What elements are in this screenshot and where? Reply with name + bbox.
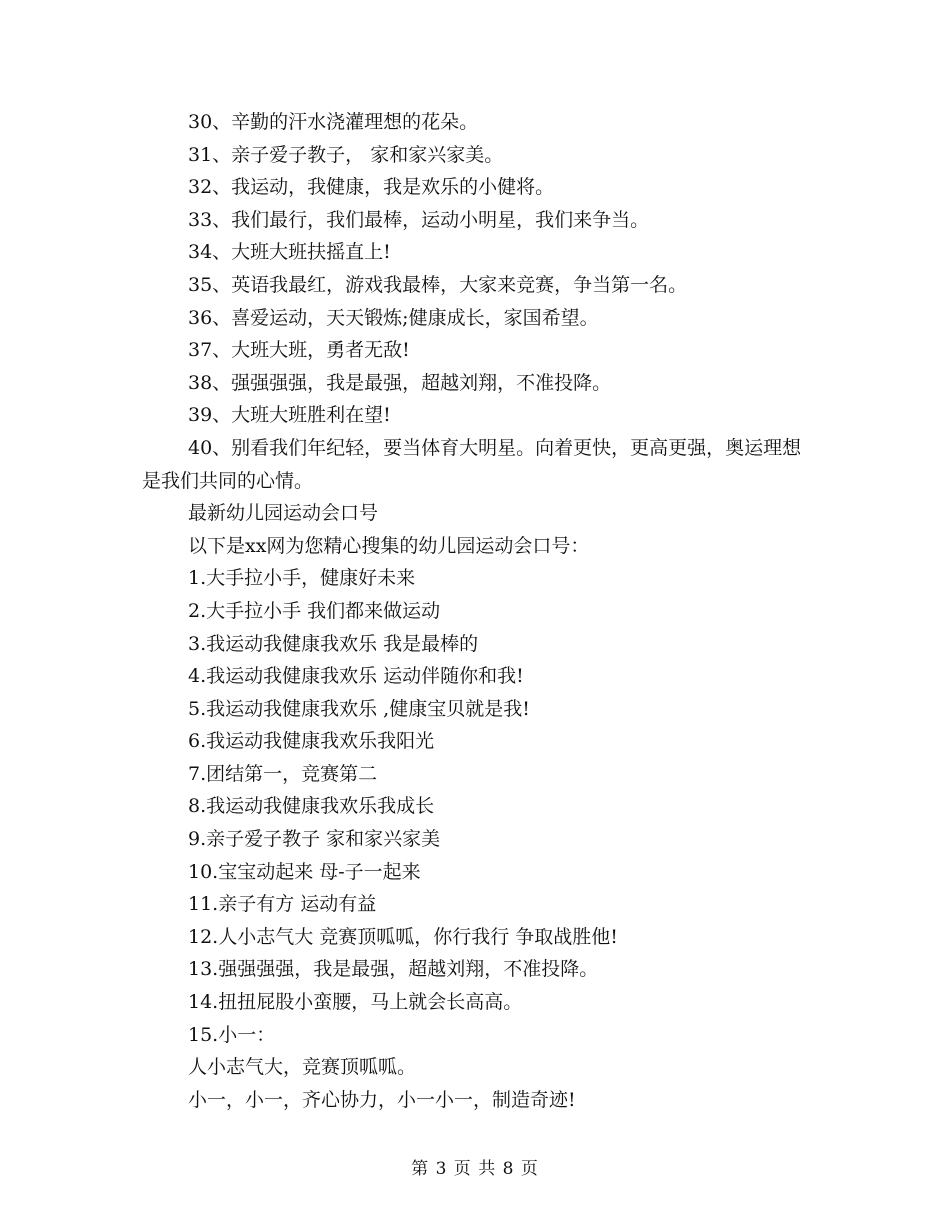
intro-text: 以下是xx网为您精心搜集的幼儿园运动会口号： [188, 534, 590, 557]
list-item: 9.亲子爱子教子 家和家兴家美 [188, 828, 441, 851]
list-item: 5.我运动我健康我欢乐 ,健康宝贝就是我! [188, 697, 530, 720]
text-line-wrapped: 40、别看我们年纪轻，要当体育大明星。向着更快，更高更强，奥运理想是我们共同的心情。 [142, 436, 802, 492]
text-line: 人小志气大，竞赛顶呱呱。 [188, 1056, 417, 1079]
text-line: 33、我们最行，我们最棒，运动小明星，我们来争当。 [188, 208, 650, 231]
list-item: 6.我运动我健康我欢乐我阳光 [188, 730, 435, 753]
list-item: 1.大手拉小手，健康好未来 [188, 567, 416, 590]
list-item: 15.小一： [188, 1023, 276, 1046]
list-item: 3.我运动我健康我欢乐 我是最棒的 [188, 632, 479, 655]
list-item: 2.大手拉小手 我们都来做运动 [188, 599, 441, 622]
list-item: 4.我运动我健康我欢乐 运动伴随你和我! [188, 665, 524, 688]
list-item: 14.扭扭屁股小蛮腰，马上就会长高高。 [188, 991, 523, 1014]
text-line: 35、英语我最红，游戏我最棒，大家来竞赛，争当第一名。 [188, 273, 688, 296]
list-item: 13.强强强强，我是最强，超越刘翔，不准投降。 [188, 958, 599, 981]
list-item: 11.亲子有方 运动有益 [188, 893, 377, 916]
list-item: 10.宝宝动起来 母-子一起来 [188, 860, 421, 883]
section-heading: 最新幼儿园运动会口号 [188, 502, 379, 525]
text-line: 30、辛勤的汗水浇灌理想的花朵。 [188, 111, 479, 133]
text-line: 37、大班大班，勇者无敌! [188, 339, 410, 362]
text-line: 31、亲子爱子教子， 家和家兴家美。 [188, 143, 504, 166]
text-line: 38、强强强强，我是最强，超越刘翔，不准投降。 [188, 371, 612, 394]
text-line: 36、喜爱运动，天天锻炼;健康成长，家国希望。 [188, 306, 599, 329]
text-line: 小一，小一，齐心协力，小一小一，制造奇迹! [188, 1088, 576, 1111]
text-line: 39、大班大班胜利在望! [188, 404, 391, 427]
list-item: 8.我运动我健康我欢乐我成长 [188, 795, 435, 818]
page-footer: 第 3 页 共 8 页 [411, 1159, 539, 1179]
list-item: 7.团结第一，竞赛第二 [188, 762, 378, 785]
text-line: 34、大班大班扶摇直上! [188, 241, 391, 264]
document-body [142, 106, 812, 1116]
list-item: 12.人小志气大 竞赛顶呱呱，你行我行 争取战胜他! [188, 925, 618, 948]
text-line: 32、我运动，我健康，我是欢乐的小健将。 [188, 176, 555, 199]
